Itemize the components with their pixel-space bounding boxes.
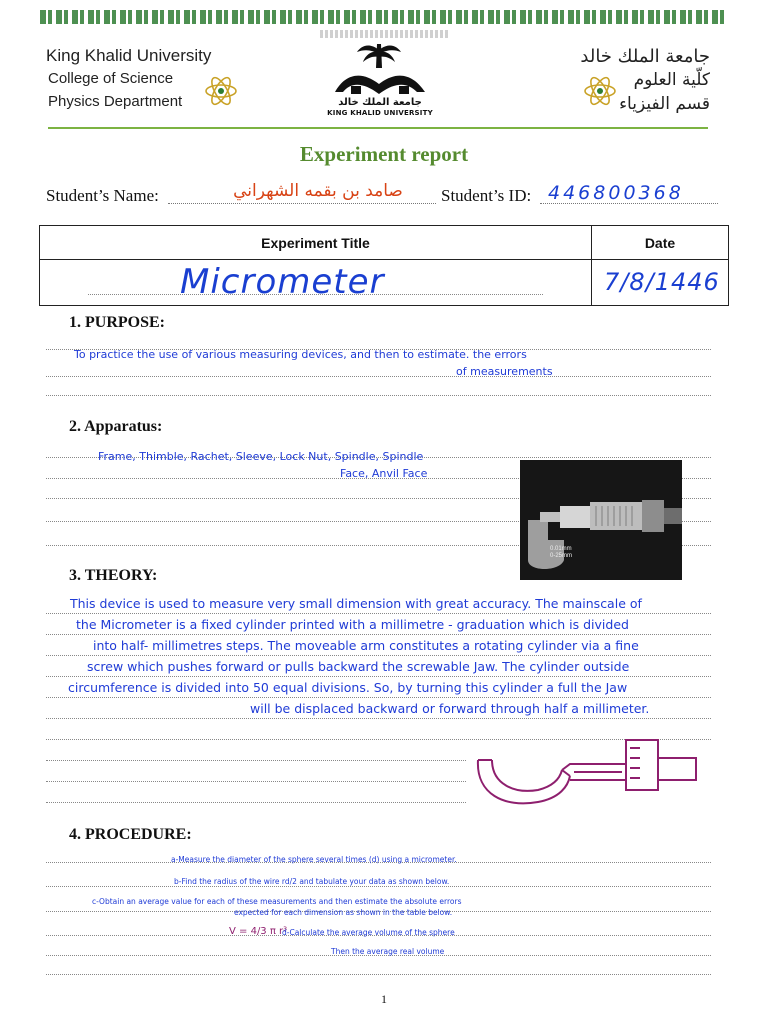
- atom-icon-right: [583, 74, 617, 108]
- college-name-en: College of Science: [48, 70, 174, 87]
- theory-line-1: [46, 613, 711, 614]
- student-name-dotted-line: [168, 203, 436, 204]
- theory-text-line1: This device is used to measure very small dimension with great accuracy. The mainscale of: [70, 596, 642, 611]
- theory-heading: 3. THEORY:: [69, 567, 158, 584]
- procedure-line-6: [46, 974, 711, 975]
- date-header: Date: [592, 226, 729, 260]
- header-ornament-band: [40, 10, 728, 24]
- department-name-ar: قسم الفيزياء: [619, 94, 710, 114]
- basmala-calligraphy: [320, 30, 450, 38]
- student-name-label: Student’s Name:: [46, 186, 159, 205]
- purpose-line-3: [46, 395, 711, 396]
- procedure-heading: 4. PROCEDURE:: [69, 826, 192, 843]
- procedure-step-b: b-Find the radius of the wire rd/2 and tabulate your data as shown below.: [174, 877, 450, 886]
- procedure-step-c: c-Obtain an average value for each of these measurements and then estimate the absolute errors: [92, 897, 462, 906]
- apparatus-heading: 2. Apparatus:: [69, 418, 163, 435]
- procedure-line-2: [46, 886, 711, 887]
- apparatus-text-line1: Frame, Thimble, Rachet, Sleeve, Lock Nut, Spindle, Spindle: [98, 450, 424, 463]
- header-divider: [48, 127, 708, 129]
- experiment-title-cell[interactable]: [40, 260, 592, 306]
- theory-text-line6: will be displaced backward or forward through half a millimeter.: [250, 701, 650, 716]
- department-name-en: Physics Department: [48, 93, 183, 110]
- procedure-step-d-cont: Then the average real volume: [331, 947, 445, 956]
- micrometer-sketch: [474, 734, 728, 808]
- theory-line-2: [46, 634, 711, 635]
- report-title: Experiment report: [299, 142, 469, 166]
- procedure-step-c-cont: expected for each dimension as shown in the table below.: [234, 908, 453, 917]
- theory-text-line4: screw which pushes forward or pulls backward the screwable Jaw. The cylinder outside: [87, 659, 630, 674]
- university-name-ar: جامعة الملك خالد: [580, 46, 710, 67]
- theory-line-9: [46, 781, 466, 782]
- logo-caption-ar: جامعة الملك خالد: [338, 97, 422, 108]
- purpose-text-line1: To practice the use of various measuring devices, and then to estimate. the errors: [74, 348, 527, 361]
- college-name-ar: كلّية العلوم: [633, 70, 710, 90]
- atom-icon-left: [204, 74, 238, 108]
- date-cell[interactable]: [592, 260, 729, 306]
- purpose-line-2: [46, 376, 711, 377]
- theory-line-4: [46, 676, 711, 677]
- university-name-en: King Khalid University: [46, 46, 212, 65]
- theory-text-line5: circumference is divided into 50 equal divisions. So, by turning this cylinder a full the Jaw: [68, 680, 628, 695]
- page-number: 1: [381, 992, 387, 1006]
- theory-line-5: [46, 697, 711, 698]
- purpose-heading: 1. PURPOSE:: [69, 314, 165, 331]
- theory-text-line2: the Micrometer is a fixed cylinder printed with a millimetre - graduation which is divided: [76, 617, 629, 632]
- theory-line-10: [46, 802, 466, 803]
- procedure-formula: V = 4/3 π r³: [229, 926, 288, 937]
- theory-line-6: [46, 718, 711, 719]
- experiment-title-value: Micrometer: [180, 262, 385, 302]
- apparatus-text-line2: Face, Anvil Face: [340, 467, 428, 480]
- procedure-step-d: d-Calculate the average volume of the sphere: [282, 928, 455, 937]
- experiment-title-table: [39, 225, 729, 306]
- university-logo: [325, 40, 435, 120]
- theory-text-line3: into half- millimetres steps. The moveable arm constitutes a rotating cylinder via a fine: [93, 638, 639, 653]
- procedure-step-a: a-Measure the diameter of the sphere several times (d) using a micrometer.: [171, 855, 457, 864]
- photo-label-resolution: 0.01mm: [550, 546, 572, 552]
- micrometer-photo: [520, 460, 682, 580]
- theory-line-8: [46, 760, 466, 761]
- experiment-title-header: Experiment Title: [40, 226, 592, 260]
- logo-caption-en: KING KHALID UNIVERSITY: [327, 109, 433, 117]
- student-id-value[interactable]: 446800368: [548, 182, 684, 204]
- student-id-label: Student’s ID:: [441, 186, 532, 205]
- date-value: 7/8/1446: [604, 268, 720, 296]
- theory-line-3: [46, 655, 711, 656]
- student-name-value[interactable]: صامد بن بقمه الشهراني: [233, 181, 403, 201]
- photo-label-range: 0-25mm: [550, 553, 573, 559]
- purpose-text-line2: of measurements: [456, 365, 553, 378]
